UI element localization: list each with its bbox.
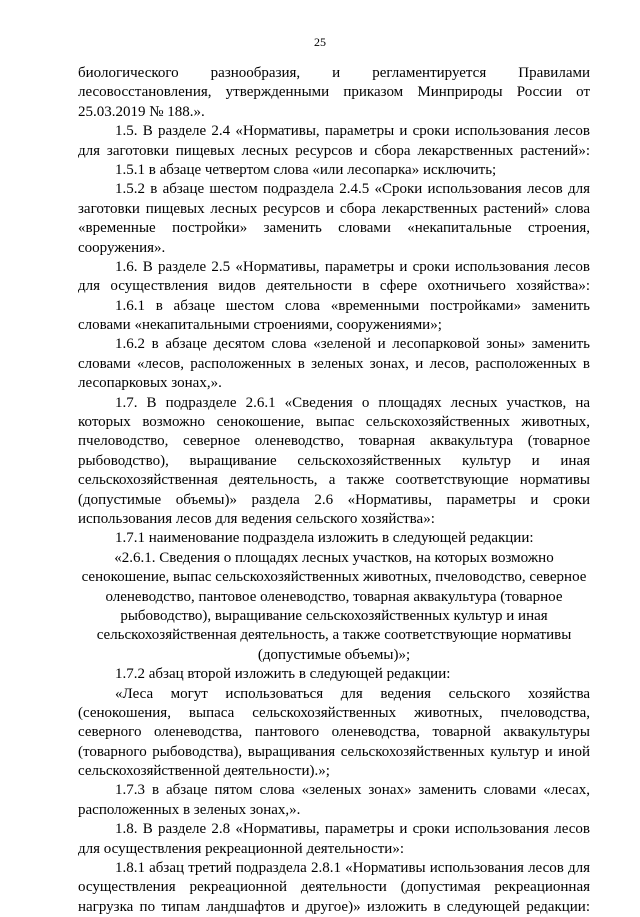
text-line: для осуществления видов деятельности в сфере охотничьего хозяйства»: [78, 278, 590, 295]
text-line: 1.8. В разделе 2.8 «Нормативы, параметры и сроки использования лесов [115, 821, 590, 838]
text-line: 1.8.1 абзац третий подраздела 2.8.1 «Нормативы использования лесов для [115, 860, 590, 877]
text-line: 1.6.2 в абзаце десятом слова «зеленой и лесопарковой зоны» заменить [115, 336, 590, 353]
text-line: сенокошение, выпас сельскохозяйственных животных, пчеловодство, северное [81, 569, 587, 586]
text-line: 1.7.3 в абзаце пятом слова «зеленых зонах» заменить словами «лесах, [115, 782, 590, 799]
text-line: «2.6.1. Сведения о площадях лесных участков, на которых возможно [114, 549, 554, 566]
text-line: 1.5.1 в абзаце четвертом слова «или лесопарка» исключить; [115, 161, 497, 178]
text-line: которых возможно сенокошение, выпас сельскохозяйственных животных, [78, 414, 590, 431]
text-line: (допустимые объемы)» раздела 2.6 «Нормативы, параметры и сроки [78, 491, 590, 508]
text-line: словами «некапитальными строениями, сооружениями»; [78, 317, 442, 334]
text-line: сельскохозяйственная деятельность, а также соответствующие нормативы [78, 472, 590, 489]
text-line: использования лесов для ведения сельского хозяйства»: [78, 510, 435, 527]
text-line: северного оленеводства, пантового оленеводства, товарной аквакультуры [78, 724, 590, 741]
text-line: для заготовки пищевых лесных ресурсов и сбора лекарственных растений»: [78, 142, 590, 159]
text-line: лесовосстановления, утвержденными приказом Минприроды России от [78, 84, 590, 101]
text-line: «Леса могут использоваться для ведения сельского хозяйства [115, 685, 590, 702]
text-line: заготовки пищевых лесных ресурсов и сбора лекарственных растений» слова [78, 200, 590, 217]
text-line: (допустимые объемы)»; [257, 646, 411, 663]
document-body [78, 64, 590, 917]
text-line: 1.5. В разделе 2.4 «Нормативы, параметры и сроки использования лесов [115, 123, 590, 140]
text-line: сооружения». [78, 239, 166, 256]
text-line: 1.7.1 наименование подраздела изложить в следующей редакции: [115, 530, 534, 547]
text-line: 25.03.2019 № 188.». [78, 103, 205, 120]
text-line: лесопарковых зонах,». [78, 375, 222, 392]
text-line: сельскохозяйственная деятельность, а также соответствующие нормативы [96, 627, 572, 644]
text-line: пчеловодство, северное оленеводство, товарная аквакультура (товарное [78, 433, 590, 450]
text-line: 1.7. В подразделе 2.6.1 «Сведения о площадях лесных участков, на [115, 394, 590, 411]
text-line: рыбоводство), выращивание сельскохозяйственных культур и иная [120, 607, 548, 624]
text-line: (товарного рыбоводства), выращивания сельскохозяйственных культур и иной [78, 743, 590, 760]
text-line: оленеводство, пантовое оленеводство, товарная аквакультура (товарное [105, 588, 563, 605]
text-line: (сенокошения, выпаса сельскохозяйственных животных, пчеловодства, [78, 704, 590, 721]
text-line: сельскохозяйственной деятельности).»; [78, 763, 330, 780]
text-line: для осуществления рекреационной деятельности»: [78, 840, 404, 857]
text-line: биологического разнообразия, и регламентируется Правилами [78, 65, 590, 81]
page-number: 25 [314, 35, 326, 49]
text-line: нагрузка по типам ландшафтов и другое)» изложить в следующей редакции: [78, 898, 590, 915]
text-line: 1.7.2 абзац второй изложить в следующей редакции: [115, 666, 451, 683]
text-line: 1.5.2 в абзаце шестом подраздела 2.4.5 «Сроки использования лесов для [115, 181, 590, 198]
text-line: осуществления рекреационной деятельности (допустимая рекреационная [78, 879, 590, 896]
text-line: расположенных в зеленых зонах,». [78, 801, 301, 818]
text-line: словами «лесов, расположенных в зеленых зонах, и лесов, расположенных в [78, 355, 590, 372]
text-line: «временные постройки» заменить словами «некапитальные строения, [78, 220, 590, 237]
text-line: рыбоводство), выращивание сельскохозяйственных культур и иная [78, 452, 590, 469]
text-line: 1.6. В разделе 2.5 «Нормативы, параметры и сроки использования лесов [115, 258, 590, 275]
text-line: 1.6.1 в абзаце шестом слова «временными постройками» заменить [115, 297, 590, 314]
